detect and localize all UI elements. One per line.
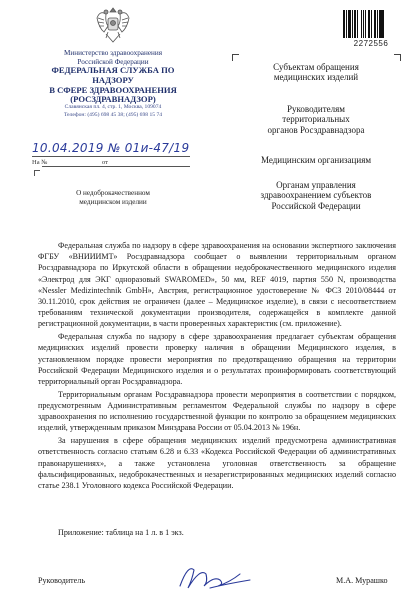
registration-number-handwritten: 10.04.2019 № 01и-47/19 [32, 141, 190, 155]
addressee-health-authorities: Органам управления здравоохранением субъектов Российской Федерации [260, 180, 372, 211]
addressee-territorial-heads: Руководителям территориальных органов Росздравнадзора [267, 104, 365, 135]
handwritten-signature [170, 560, 260, 594]
body-paragraph-4: За нарушения в сфере обращения медицинских изделий предусмотрена административная ответственность согласно статьям 6.28 и 6.33 «Кодекса Российской Федерации об административных правонарушениях», а также установлена уголовная ответственность за обращение фальсифицированных, недоброкачественных и незарегистрированных медицинских изделий согласно статье 238.1 Уголовного кодекса Российской Федерации. [38, 436, 396, 491]
body-paragraph-1: Федеральная служба по надзору в сфере здравоохранения на основании экспертного заключения ФГБУ «ВНИИИМТ» Росздравнадзора сообщает о выявлении территориальным органом Росздравнадзора по Иркутской области в обращении недоброкачественного медицинского изделия «Электрод для ЭКГ одноразовый SWAROMED», 50 мм, REF 4019, партия 550 N, производства «Nessler Medizintechnik GmbH», Австрия, регистрационное удостоверение № ФСЗ 2010/08444 от 30.11.2010, срок действия не ограничен (далее – Медицинское изделие), в связи с несоответствием требованиям технической документации производителя, содержащейся в комплекте данной регистрационной документации, в части проверенных характеристик (см. приложение). [38, 241, 396, 329]
addressee-medical-organizations: Медицинским организациям [260, 155, 372, 165]
signer-title: Руководитель [38, 576, 86, 585]
reference-number-label: На № [32, 159, 48, 166]
reference-line [42, 166, 190, 167]
body-paragraph-3: Территориальным органам Росздравнадзора провести мероприятия в соответствии с порядком, предусмотренным Административным регламентом Федеральной службы по надзору в сфере здравоохранения по исполнению государственной функции по контролю за обращением медицинских изделий, утвержденным приказом Минздрава России от 05.04.2013 № 196н. [38, 389, 396, 433]
service-name: ФЕДЕРАЛЬНАЯ СЛУЖБА ПО НАДЗОРУ В СФЕРЕ ЗДРАВООХРАНЕНИЯ (РОСЗДРАВНАДЗОР) [49, 65, 177, 105]
appendix-note: Приложение: таблица на 1 л. в 1 экз. [58, 528, 184, 537]
barcode-number: 2272556 [353, 39, 389, 48]
registration-line [32, 156, 190, 157]
document-barcode [343, 10, 399, 38]
signer-name: М.А. Мурашко [336, 576, 388, 585]
letter-body [38, 240, 396, 493]
subject-corner-mark [34, 170, 40, 176]
service-address: Славянская пл. 4, стр. 1, Москва, 109074 Телефон: (495) 698 45 38; (495) 698 15 74 [63, 104, 163, 118]
addressee-subjects: Субъектам обращения медицинских изделий [273, 62, 359, 83]
addressee-corner-left [232, 54, 239, 61]
reference-labels [32, 159, 109, 166]
letter-subject: О недоброкачественном медицинском изделии [76, 189, 150, 206]
addressee-corner-right [394, 54, 401, 61]
coat-of-arms-emblem [94, 4, 132, 46]
reference-date-label: от [102, 159, 109, 166]
barcode-bar [384, 10, 385, 38]
ministry-name: Министерство здравоохранения Российской Федерации [63, 49, 163, 66]
body-paragraph-2: Федеральная служба по надзору в сфере здравоохранения предлагает субъектам обращения медицинских изделий провести проверку наличия в обращении Медицинского изделия, в установленном порядке провести мероприятия по предотвращению обращения на территории Российской Федерации Медицинского изделия и о результатах проинформировать соответствующий территориальный орган Росздравнадзора. [38, 332, 396, 387]
